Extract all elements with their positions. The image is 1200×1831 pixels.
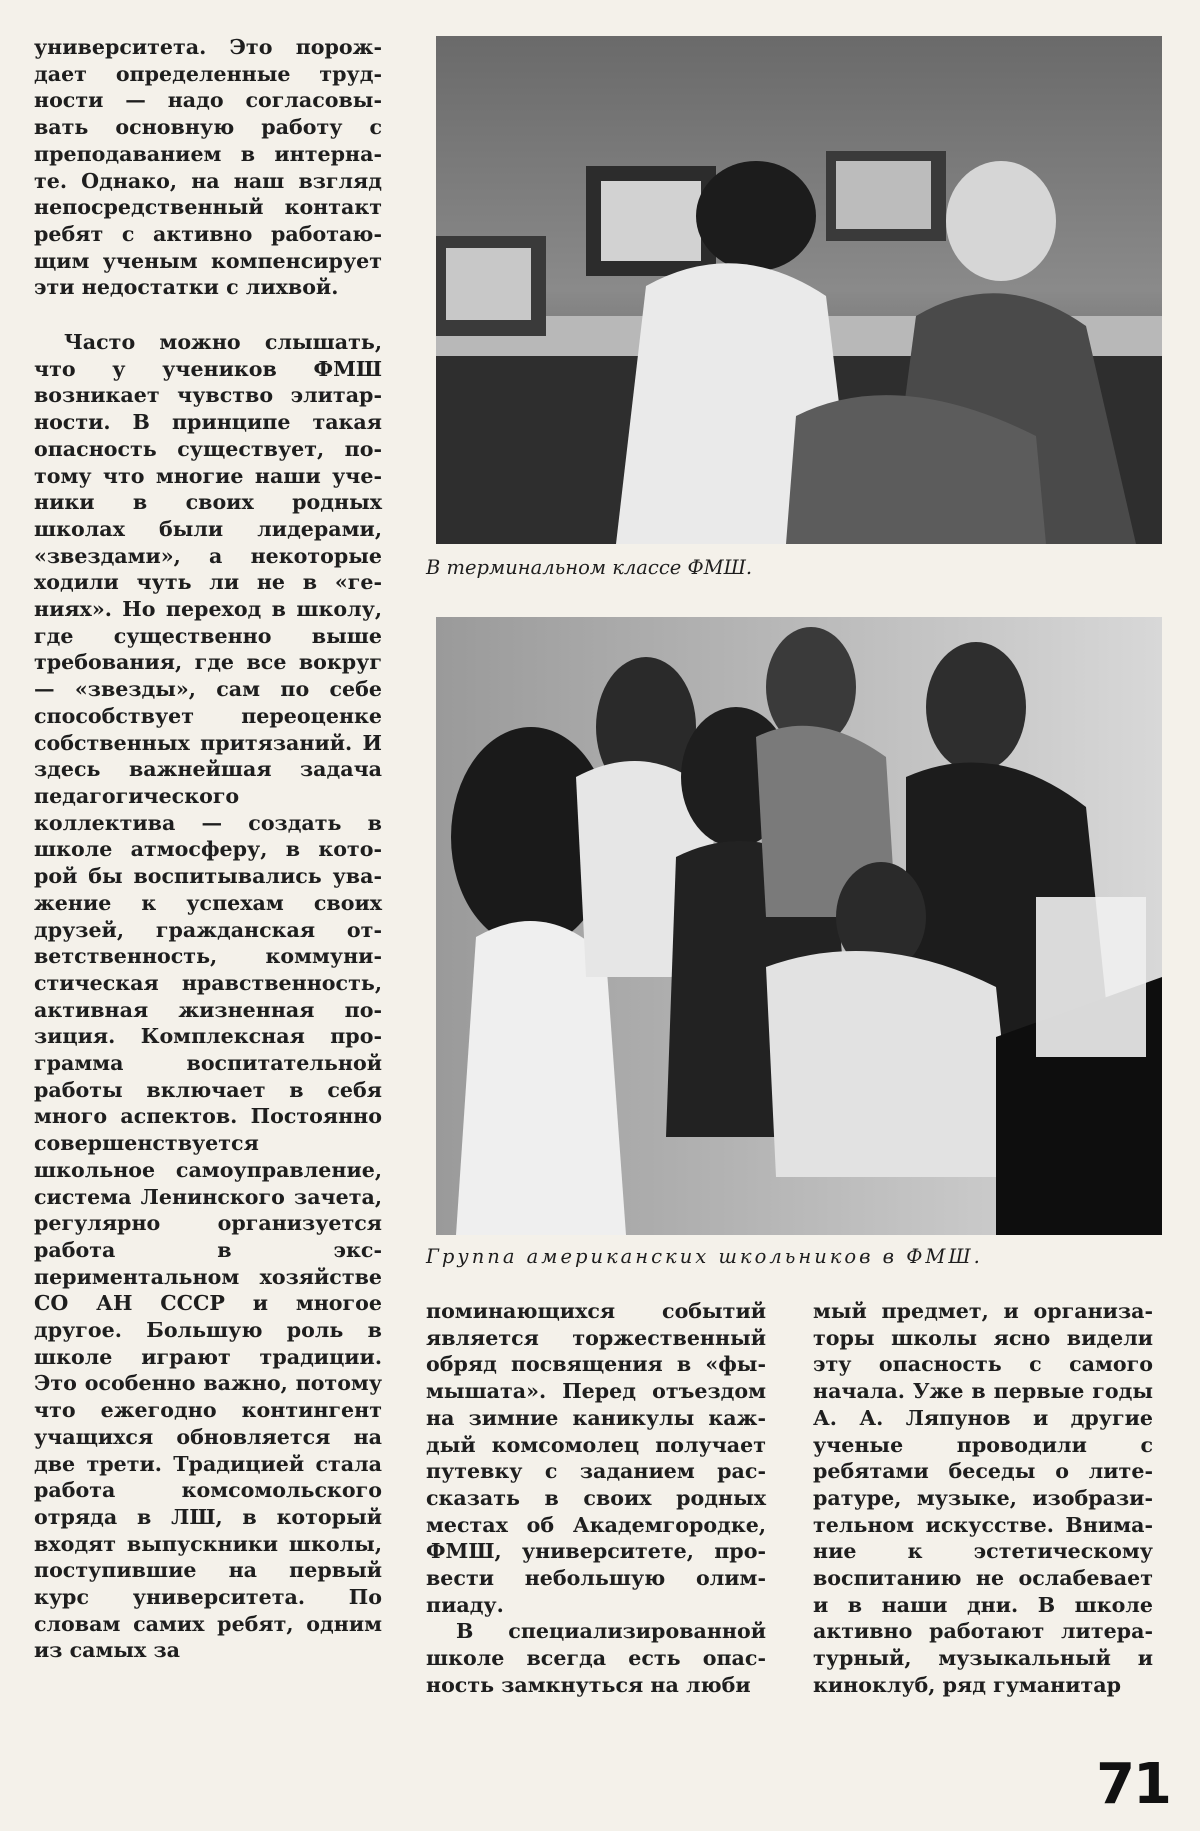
right-text-column [813,1298,1153,1699]
middle-paragraph-1: поминающихся событий является торжественный обряд посвящения в «фымышата». Перед отъездом на зимние каникулы каждый комсомолец получает путевку с заданием рассказать в своих родных местах об Академгородке, ФМШ, университете, провести небольшую олимпиаду. [426,1299,766,1617]
middle-text-column [426,1298,766,1699]
terminal-class-photo [436,36,1162,544]
photo2-caption: Группа американских школьников в ФМШ. [426,1245,983,1268]
middle-paragraph-2: В специализированной школе всегда есть опасность замкнуться на люби [426,1619,766,1697]
american-students-photo [436,617,1162,1235]
right-paragraph-1: мый предмет, и организаторы школы ясно видели эту опасность с самого начала. Уже в первые годы А. А. Ляпунов и другие ученые проводили с ребятами беседы о литературе, музыке, изобразительном искусстве. Внимание к эстетическому воспитанию не ослабевает и в наши дни. В школе активно работают литературный, музыкальный и киноклуб, ряд гуманитар [813,1299,1153,1697]
left-paragraph-1: университета. Это порождает определенные трудности — надо согласовывать основную работу с преподаванием в интернате. Однако, на наш взгляд непосредственный контакт ребят с активно работающим ученым компенсирует эти недостатки с лихвой. [34,35,382,300]
photo1-caption: В терминальном классе ФМШ. [426,556,753,579]
page-number: 71 [1096,1752,1170,1817]
left-paragraph-2: Часто можно слышать, что у учеников ФМШ возникает чувство элитарности. В принципе такая опасность существует, потому что многие наши ученики в своих родных школах были лидерами, «звездами», а некоторые ходили чуть ли не в «гениях». Но переход в школу, где существенно выше требования, где все вокруг — «звезды», сам по себе способствует переоценке собственных притязаний. И здесь важнейшая задача педагогического коллектива — создать в школе атмосферу, в которой бы воспитывались уважение к успехам своих друзей, гражданская ответственность, коммунистическая нравственность, активная жизненная позиция. Комплексная программа воспитательной работы включает в себя много аспектов. Постоянно совершенствуется школьное самоуправление, система Ленинского зачета, регулярно организуется работа в экспериментальном хозяйстве СО АН СССР и многое другое. Большую роль в школе играют традиции. Это особенно важно, потому что ежегодно контингент учащихся обновляется на две трети. Традицией стала работа комсомольского отряда в ЛШ, в который входят выпускники школы, поступившие на первый курс университета. По словам самих ребят, одним из самых за [34,330,382,1663]
left-text-column [34,34,382,1664]
